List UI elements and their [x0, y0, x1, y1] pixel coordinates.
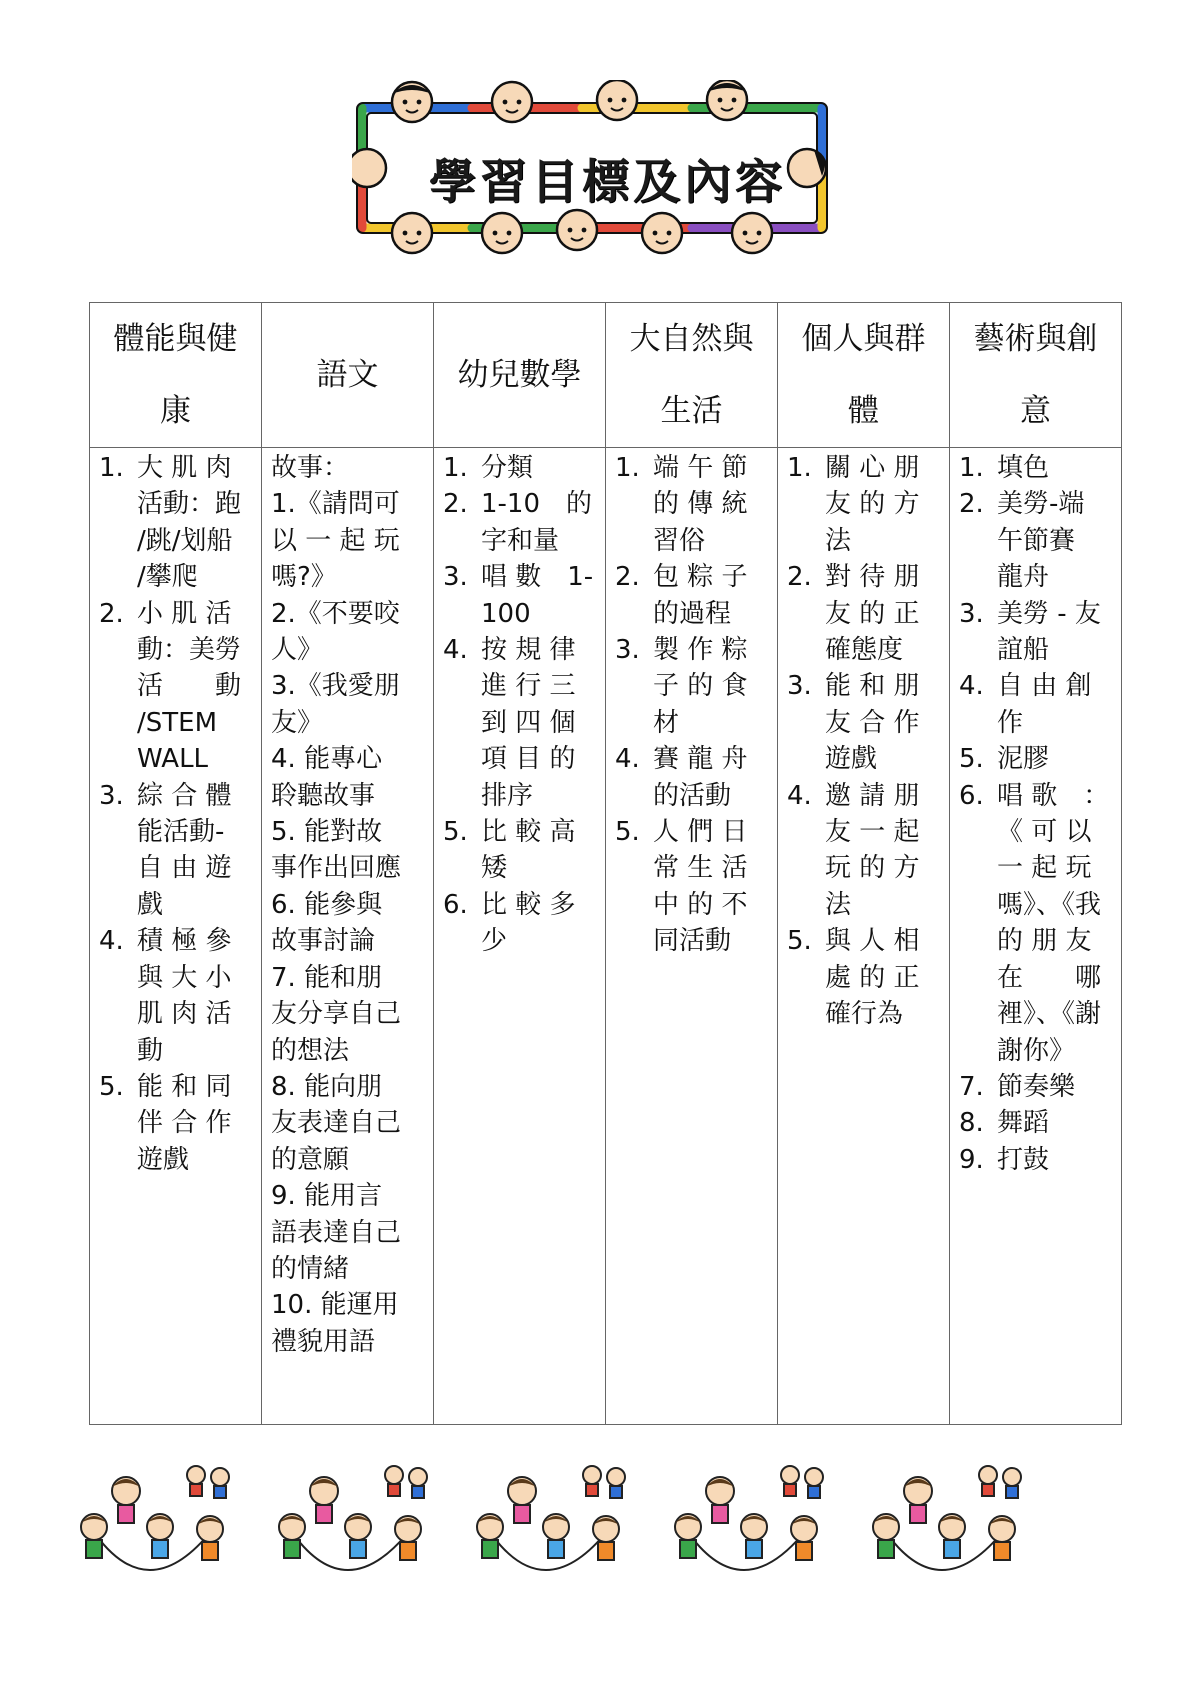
item-line: 誼船	[997, 635, 1050, 666]
item-line: 友 合 作	[825, 707, 920, 738]
list-item	[615, 814, 768, 960]
item-line: 賽 龍 舟	[653, 744, 748, 775]
item-number: 4.	[615, 744, 640, 775]
item-text	[653, 559, 768, 632]
item-line: 活動：跑	[137, 489, 242, 520]
item-line: 美勞-端	[997, 489, 1085, 520]
item-line: 項 目 的	[481, 744, 576, 775]
item-line: 肌 肉 活	[137, 999, 232, 1030]
header-nature: 大自然與 生活	[606, 303, 778, 448]
item-line: 唱 歌 ：	[997, 780, 1110, 811]
item-line: 的 朋 友	[997, 926, 1092, 957]
item-line: 同活動	[653, 926, 732, 957]
item-line: 泥膠	[997, 744, 1050, 775]
item-line: 比 較 多	[481, 889, 576, 920]
item-line: 1-10 的	[481, 489, 593, 520]
item-line: 與 人 相	[825, 926, 920, 957]
item-line: 少	[481, 926, 508, 957]
story-line: 故事：	[271, 453, 350, 483]
item-number: 2.	[959, 489, 984, 520]
item-text	[997, 1105, 1112, 1141]
cell-physical	[90, 448, 262, 1425]
item-line: 能 和 朋	[825, 671, 920, 702]
cell-social	[778, 448, 950, 1425]
item-line: 能活動-	[137, 817, 225, 848]
item-line: 人 們 日	[653, 817, 748, 848]
item-number: 8.	[959, 1108, 984, 1139]
cell-math	[434, 448, 606, 1425]
header-language: 語文	[262, 303, 434, 448]
story-line: 1.《請問可	[271, 489, 400, 520]
item-text	[137, 923, 252, 1069]
item-line: 綜 合 體	[137, 780, 232, 811]
item-line: /攀爬	[137, 562, 198, 593]
item-line: 的活動	[653, 780, 732, 811]
item-number: 2.	[615, 562, 640, 593]
list-item	[959, 486, 1112, 595]
item-line: 中 的 不	[653, 889, 748, 920]
item-line: 自 由 創	[997, 671, 1092, 702]
header-arts: 藝術與創 意	[950, 303, 1122, 448]
item-line: 《 可 以	[997, 817, 1092, 848]
list-item	[959, 450, 1112, 486]
list-item	[99, 1069, 252, 1178]
item-line: 遊戲	[825, 744, 878, 775]
item-line: 關 心 朋	[825, 453, 920, 483]
item-text	[997, 486, 1112, 595]
story-line: 2.《不要咬	[271, 598, 400, 629]
item-text	[997, 1142, 1112, 1178]
list-item	[99, 596, 252, 778]
item-line: /STEM	[137, 707, 218, 738]
item-line: 在 哪	[997, 962, 1102, 993]
item-text	[825, 778, 940, 924]
item-line: 伴 合 作	[137, 1108, 232, 1139]
story-line: 6. 能參與	[271, 889, 383, 920]
item-line: 嗎》、《我	[997, 889, 1102, 920]
item-line: WALL	[137, 744, 209, 775]
item-number: 4.	[443, 635, 468, 666]
story-line: 人》	[271, 635, 324, 666]
item-line: 玩 的 方	[825, 853, 920, 884]
story-line: 事作出回應	[271, 853, 402, 884]
list-item	[615, 741, 768, 814]
list-item	[443, 814, 596, 887]
list-item	[959, 596, 1112, 669]
item-line: 戲	[137, 889, 164, 920]
item-line: 100	[481, 598, 531, 629]
story-line: 的意願	[271, 1144, 350, 1175]
item-line: 節奏樂	[997, 1071, 1076, 1102]
story-line: 嗎?》	[271, 562, 337, 593]
header-math: 幼兒數學	[434, 303, 606, 448]
item-number: 2.	[443, 489, 468, 520]
table-header-row	[90, 303, 1122, 448]
footer-kids-jump-rope	[78, 1465, 1122, 1610]
item-line: 小 肌 活	[137, 598, 232, 629]
list-physical	[99, 450, 252, 1178]
item-text	[825, 668, 940, 777]
item-text	[137, 450, 252, 596]
item-line: 常 生 活	[653, 853, 748, 884]
list-nature	[615, 450, 768, 960]
item-line: 唱 數 1-	[481, 562, 594, 593]
item-number: 1.	[443, 453, 468, 483]
item-text	[997, 596, 1112, 669]
list-item	[99, 923, 252, 1069]
item-line: 裡》、《謝	[997, 999, 1102, 1030]
story-line: 5. 能對故	[271, 817, 383, 848]
list-item	[443, 450, 596, 486]
list-item	[959, 778, 1112, 1069]
kids-jump-rope-icon	[276, 1465, 446, 1610]
item-line: 製 作 粽	[653, 635, 748, 666]
item-line: 法	[825, 525, 852, 556]
page-title: 學習目標及內容	[429, 154, 786, 210]
item-number: 6.	[443, 889, 468, 920]
learning-goals-table	[89, 302, 1122, 1425]
item-text	[997, 778, 1112, 1069]
item-text	[997, 741, 1112, 777]
item-number: 3.	[959, 598, 984, 629]
item-text	[997, 1069, 1112, 1105]
item-text	[481, 559, 596, 632]
item-number: 3.	[615, 635, 640, 666]
item-text	[653, 450, 768, 559]
table-content-row	[90, 448, 1122, 1425]
story-line: 8. 能向朋	[271, 1071, 383, 1102]
item-number: 4.	[959, 671, 984, 702]
header-physical: 體能與健 康	[90, 303, 262, 448]
story-line: 友》	[271, 707, 324, 738]
item-number: 5.	[443, 817, 468, 848]
kids-jump-rope-icon	[672, 1465, 842, 1610]
item-line: 活 動	[137, 671, 242, 702]
item-number: 2.	[787, 562, 812, 593]
story-line: 故事討論	[271, 926, 376, 957]
kids-jump-rope-icon	[870, 1465, 1040, 1610]
item-text	[997, 668, 1112, 741]
item-text	[825, 559, 940, 668]
item-line: /跳/划船	[137, 525, 233, 556]
item-text	[137, 596, 252, 778]
item-line: 端 午 節	[653, 453, 748, 483]
item-line: 一 起 玩	[997, 853, 1092, 884]
item-number: 3.	[787, 671, 812, 702]
item-line: 與 大 小	[137, 962, 232, 993]
item-line: 材	[653, 707, 680, 738]
item-number: 1.	[959, 453, 984, 483]
item-number: 4.	[99, 926, 124, 957]
item-line: 確行為	[825, 999, 904, 1030]
list-item	[443, 632, 596, 814]
item-line: 比 較 高	[481, 817, 576, 848]
item-line: 確態度	[825, 635, 904, 666]
item-line: 的 傳 統	[653, 489, 748, 520]
item-line: 打鼓	[997, 1144, 1050, 1175]
item-line: 積 極 參	[137, 926, 232, 957]
item-text	[481, 450, 596, 486]
item-text	[825, 923, 940, 1032]
story-line: 聆聽故事	[271, 780, 376, 811]
story-line: 友表達自己	[271, 1108, 402, 1139]
list-item	[443, 887, 596, 960]
item-line: 大 肌 肉	[137, 453, 232, 483]
item-line: 舞蹈	[997, 1108, 1050, 1139]
list-item	[443, 486, 596, 559]
list-item	[615, 632, 768, 741]
story-line: 10. 能運用	[271, 1290, 399, 1321]
item-line: 自 由 遊	[137, 853, 232, 884]
item-line: 友 的 方	[825, 489, 920, 520]
item-line: 子 的 食	[653, 671, 748, 702]
list-item	[615, 559, 768, 632]
item-text	[481, 887, 596, 960]
item-number: 7.	[959, 1071, 984, 1102]
item-text	[481, 486, 596, 559]
item-number: 3.	[443, 562, 468, 593]
header-social: 個人與群 體	[778, 303, 950, 448]
item-line: 能 和 同	[137, 1071, 232, 1102]
item-line: 作	[997, 707, 1024, 738]
story-line: 4. 能專心	[271, 744, 383, 775]
list-item	[443, 559, 596, 632]
item-text	[653, 814, 768, 960]
item-number: 5.	[99, 1071, 124, 1102]
item-line: 友 的 正	[825, 598, 920, 629]
item-line: 動：美勞	[137, 635, 242, 666]
list-item	[959, 1105, 1112, 1141]
cell-nature	[606, 448, 778, 1425]
story-line: 的情緒	[271, 1253, 350, 1284]
item-number: 5.	[787, 926, 812, 957]
list-item	[787, 559, 940, 668]
item-number: 3.	[99, 780, 124, 811]
item-text	[137, 1069, 252, 1178]
list-language	[271, 450, 424, 1360]
list-social	[787, 450, 940, 1033]
item-line: 處 的 正	[825, 962, 920, 993]
cell-arts	[950, 448, 1122, 1425]
item-line: 友 一 起	[825, 817, 920, 848]
story-line: 禮貌用語	[271, 1326, 376, 1357]
item-line: 分類	[481, 453, 534, 483]
list-arts	[959, 450, 1112, 1178]
kids-jump-rope-icon	[474, 1465, 644, 1610]
item-line: 謝你》	[997, 1035, 1076, 1066]
item-line: 午節賽	[997, 525, 1076, 556]
item-line: 排序	[481, 780, 534, 811]
item-line: 法	[825, 889, 852, 920]
item-text	[481, 814, 596, 887]
list-math	[443, 450, 596, 960]
item-number: 9.	[959, 1144, 984, 1175]
item-line: 習俗	[653, 525, 706, 556]
item-number: 6.	[959, 780, 984, 811]
list-item	[959, 1069, 1112, 1105]
list-item	[787, 778, 940, 924]
list-item	[787, 923, 940, 1032]
item-number: 2.	[99, 598, 124, 629]
list-item	[99, 450, 252, 596]
item-line: 進 行 三	[481, 671, 576, 702]
item-line: 邀 請 朋	[825, 780, 920, 811]
item-text	[653, 741, 768, 814]
list-item	[959, 1142, 1112, 1178]
story-line: 3.《我愛朋	[271, 671, 400, 702]
list-item	[959, 741, 1112, 777]
item-line: 到 四 個	[481, 707, 576, 738]
item-number: 1.	[615, 453, 640, 483]
item-line: 遊戲	[137, 1144, 190, 1175]
item-number: 5.	[615, 817, 640, 848]
item-line: 按 規 律	[481, 635, 576, 666]
kids-jump-rope-icon	[78, 1465, 248, 1610]
item-text	[825, 450, 940, 559]
item-line: 字和量	[481, 525, 560, 556]
item-text	[137, 778, 252, 924]
list-item	[99, 778, 252, 924]
item-line: 的過程	[653, 598, 732, 629]
list-item	[959, 668, 1112, 741]
list-item	[787, 668, 940, 777]
item-number: 5.	[959, 744, 984, 775]
item-line: 填色	[997, 453, 1050, 483]
list-item	[615, 450, 768, 559]
item-line: 龍舟	[997, 562, 1050, 593]
story-line: 的想法	[271, 1035, 350, 1066]
story-line: 友分享自己	[271, 999, 402, 1030]
item-line: 動	[137, 1035, 164, 1066]
item-number: 1.	[99, 453, 124, 483]
list-item	[787, 450, 940, 559]
item-line: 對 待 朋	[825, 562, 920, 593]
item-text	[653, 632, 768, 741]
item-line: 包 粽 子	[653, 562, 748, 593]
story-line: 9. 能用言	[271, 1181, 383, 1212]
story-line: 語表達自己	[271, 1217, 402, 1248]
item-text	[997, 450, 1112, 486]
item-number: 1.	[787, 453, 812, 483]
story-line: 7. 能和朋	[271, 962, 383, 993]
item-text	[481, 632, 596, 814]
story-line: 以 一 起 玩	[271, 525, 400, 556]
item-number: 4.	[787, 780, 812, 811]
item-line: 美勞 - 友	[997, 598, 1101, 629]
item-line: 矮	[481, 853, 508, 884]
cell-language	[262, 448, 434, 1425]
